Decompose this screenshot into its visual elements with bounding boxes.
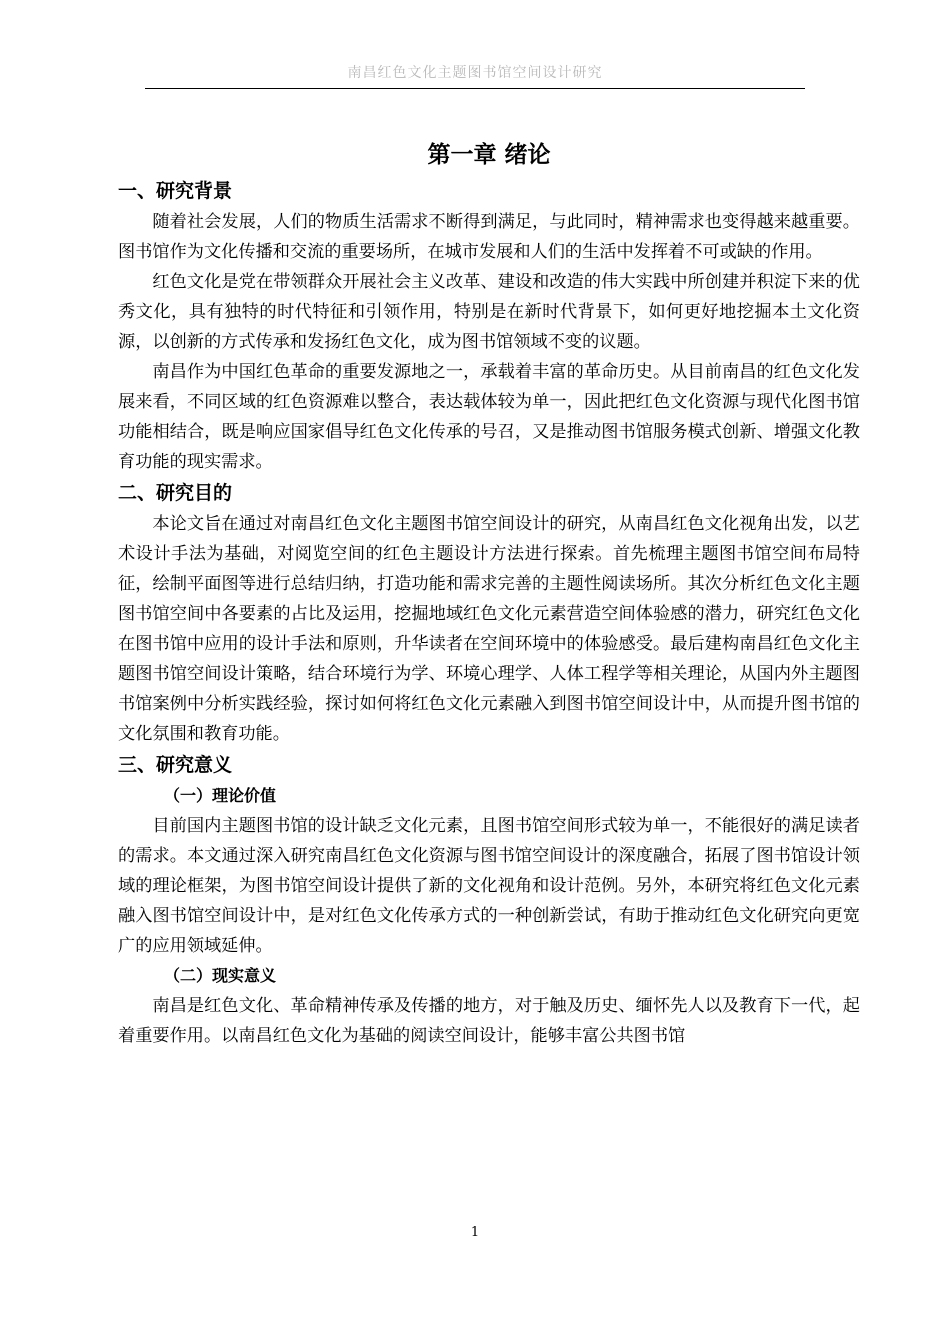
- paragraph: 随着社会发展，人们的物质生活需求不断得到满足，与此同时，精神需求也变得越来越重要。图书馆作为文化传播和交流的重要场所，在城市发展和人们的生活中发挥着不可或缺的作用。: [118, 212, 860, 262]
- page-number: 1: [470, 1225, 480, 1240]
- section-heading-background: 一、研究背景: [118, 180, 233, 202]
- paragraph: 南昌是红色文化、革命精神传承及传播的地方，对于触及历史、缅怀先人以及教育下一代，起着重要作用。以南昌红色文化为基础的阅读空间设计，能够丰富公共图书馆: [118, 996, 860, 1046]
- paragraph: 南昌作为中国红色革命的重要发源地之一，承载着丰富的革命历史。从目前南昌的红色文化发展来看，不同区域的红色资源难以整合，表达载体较为单一，因此把红色文化资源与现代化图书馆功能相结合，既是响应国家倡导红色文化传承的号召，又是推动图书馆服务模式创新、增强文化教育功能的现实需求。: [118, 362, 860, 472]
- subsection-heading-practice: （二）现实意义: [164, 966, 277, 985]
- paragraph: 本论文旨在通过对南昌红色文化主题图书馆空间设计的研究，从南昌红色文化视角出发，以艺术设计手法为基础，对阅览空间的红色主题设计方法进行探索。首先梳理主题图书馆空间布局特征，绘制平面图等进行总结归纳，打造功能和需求完善的主题性阅读场所。其次分析红色文化主题图书馆空间中各要素的占比及运用，挖掘地域红色文化元素营造空间体验感的潜力，研究红色文化在图书馆中应用的设计手法和原则，升华读者在空间环境中的体验感受。最后建构南昌红色文化主题图书馆空间设计策略，结合环境行为学、环境心理学、人体工程学等相关理论，从国内外主题图书馆案例中分析实践经验，探讨如何将红色文化元素融入到图书馆空间设计中，从而提升图书馆的文化氛围和教育功能。: [118, 514, 860, 744]
- running-header: 南昌红色文化主题图书馆空间设计研究: [347, 65, 603, 81]
- chapter-title: 第一章 绪论: [427, 142, 551, 168]
- section-heading-significance: 三、研究意义: [118, 754, 233, 776]
- section-heading-purpose: 二、研究目的: [118, 482, 233, 504]
- paragraph: 目前国内主题图书馆的设计缺乏文化元素，且图书馆空间形式较为单一，不能很好的满足读者的需求。本文通过深入研究南昌红色文化资源与图书馆空间设计的深度融合，拓展了图书馆设计领域的理论框架，为图书馆空间设计提供了新的文化视角和设计范例。另外，本研究将红色文化元素融入图书馆空间设计中，是对红色文化传承方式的一种创新尝试，有助于推动红色文化研究向更宽广的应用领域延伸。: [118, 816, 860, 956]
- subsection-heading-theory: （一）理论价值: [164, 786, 277, 805]
- paragraph: 红色文化是党在带领群众开展社会主义改革、建设和改造的伟大实践中所创建并积淀下来的优秀文化，具有独特的时代特征和引领作用，特别是在新时代背景下，如何更好地挖掘本土文化资源，以创新的方式传承和发扬红色文化，成为图书馆领域不变的议题。: [118, 272, 860, 352]
- page-content: [118, 135, 860, 1051]
- header-divider: [145, 88, 805, 89]
